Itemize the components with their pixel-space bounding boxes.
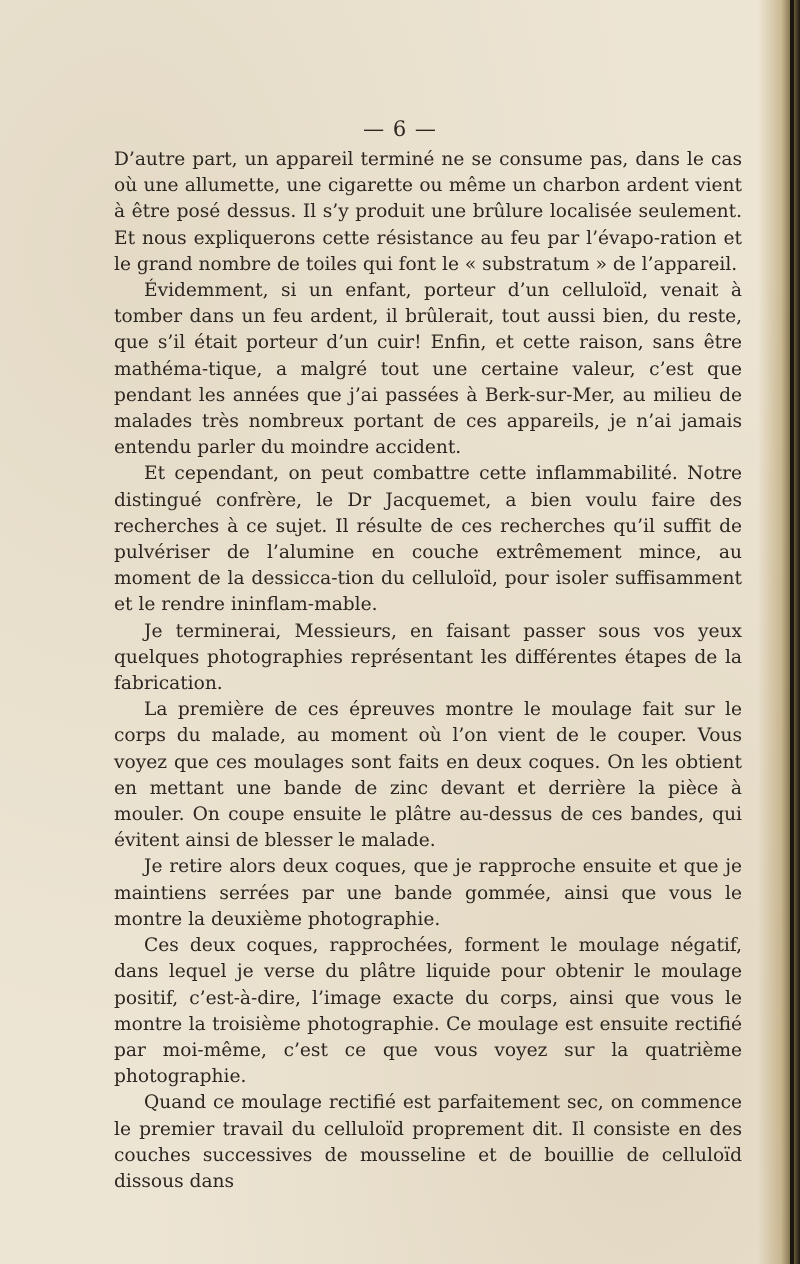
paragraph-5: La première de ces épreuves montre le moulage fait sur le corps du malade, au moment où l’on vient de le couper. Vous voyez que ces moulages sont faits en deux coques. On les obtient en mettant une bande de zinc devant et derrière la pièce à mouler. On coupe ensuite le plâtre au-dessus de ces bandes, qui évitent ainsi de blesser le malade. — [114, 699, 742, 852]
paragraph-8: Quand ce moulage rectifié est parfaitement sec, on commence le premier travail du celluloïd proprement dit. Il consiste en des couches successives de mousseline et de bouillie de celluloïd dissous dans — [114, 1092, 742, 1192]
page-edge-line — [790, 0, 794, 1264]
paragraph-1: D’autre part, un appareil terminé ne se consume pas, dans le cas où une allumette, une cigarette ou même un charbon ardent vient à être posé dessus. Il s’y produit une brûlure localisée seulement. Et nous expliquerons cette résistance au feu par l’évapo-ration et le grand nombre de toiles qui font le « substratum » de l’appareil. — [114, 149, 742, 275]
paragraph-4: Je terminerai, Messieurs, en faisant passer sous vos yeux quelques photographies représentant les différentes étapes de la fabrication. — [114, 620, 742, 695]
paragraph-2: Évidemment, si un enfant, porteur d’un celluloïd, venait à tomber dans un feu ardent, il brûlerait, tout aussi bien, du reste, que s’il était porteur d’un cuir! Enfin, et cette raison, sans être mathéma-tique, a malgré tout une certaine valeur, c’est que pendant les années que j’ai passées à Berk-sur-Mer, au milieu de malades très nombreux portant de ces appareils, je n’ai jamais entendu parler du moindre accident. — [114, 280, 742, 459]
paragraph-6: Je retire alors deux coques, que je rapproche ensuite et que je maintiens serrées par une bande gommée, ainsi que vous le montre la deuxième photographie. — [114, 856, 742, 930]
paragraph-3: Et cependant, on peut combattre cette inflammabilité. Notre distingué confrère, le Dr Jacquemet, a bien voulu faire des recherches à ce sujet. Il résulte de ces recherches qu’il suffit de pulvériser de l’alumine en couche extrêmement mince, au moment de la dessicca-tion du celluloïd, pour isoler suffisamment et le rendre ininflam-mable. — [114, 463, 742, 616]
body-text — [114, 147, 742, 1195]
page-number: — 6 — — [363, 117, 437, 141]
paragraph-7: Ces deux coques, rapprochées, forment le moulage négatif, dans lequel je verse du plâtre liquide pour obtenir le moulage positif, c’est-à-dire, l’image exacte du corps, ainsi que vous le montre la troisième photographie. Ce moulage est ensuite rectifié par moi-même, c’est ce que vous voyez sur la quatrième photographie. — [114, 935, 742, 1088]
